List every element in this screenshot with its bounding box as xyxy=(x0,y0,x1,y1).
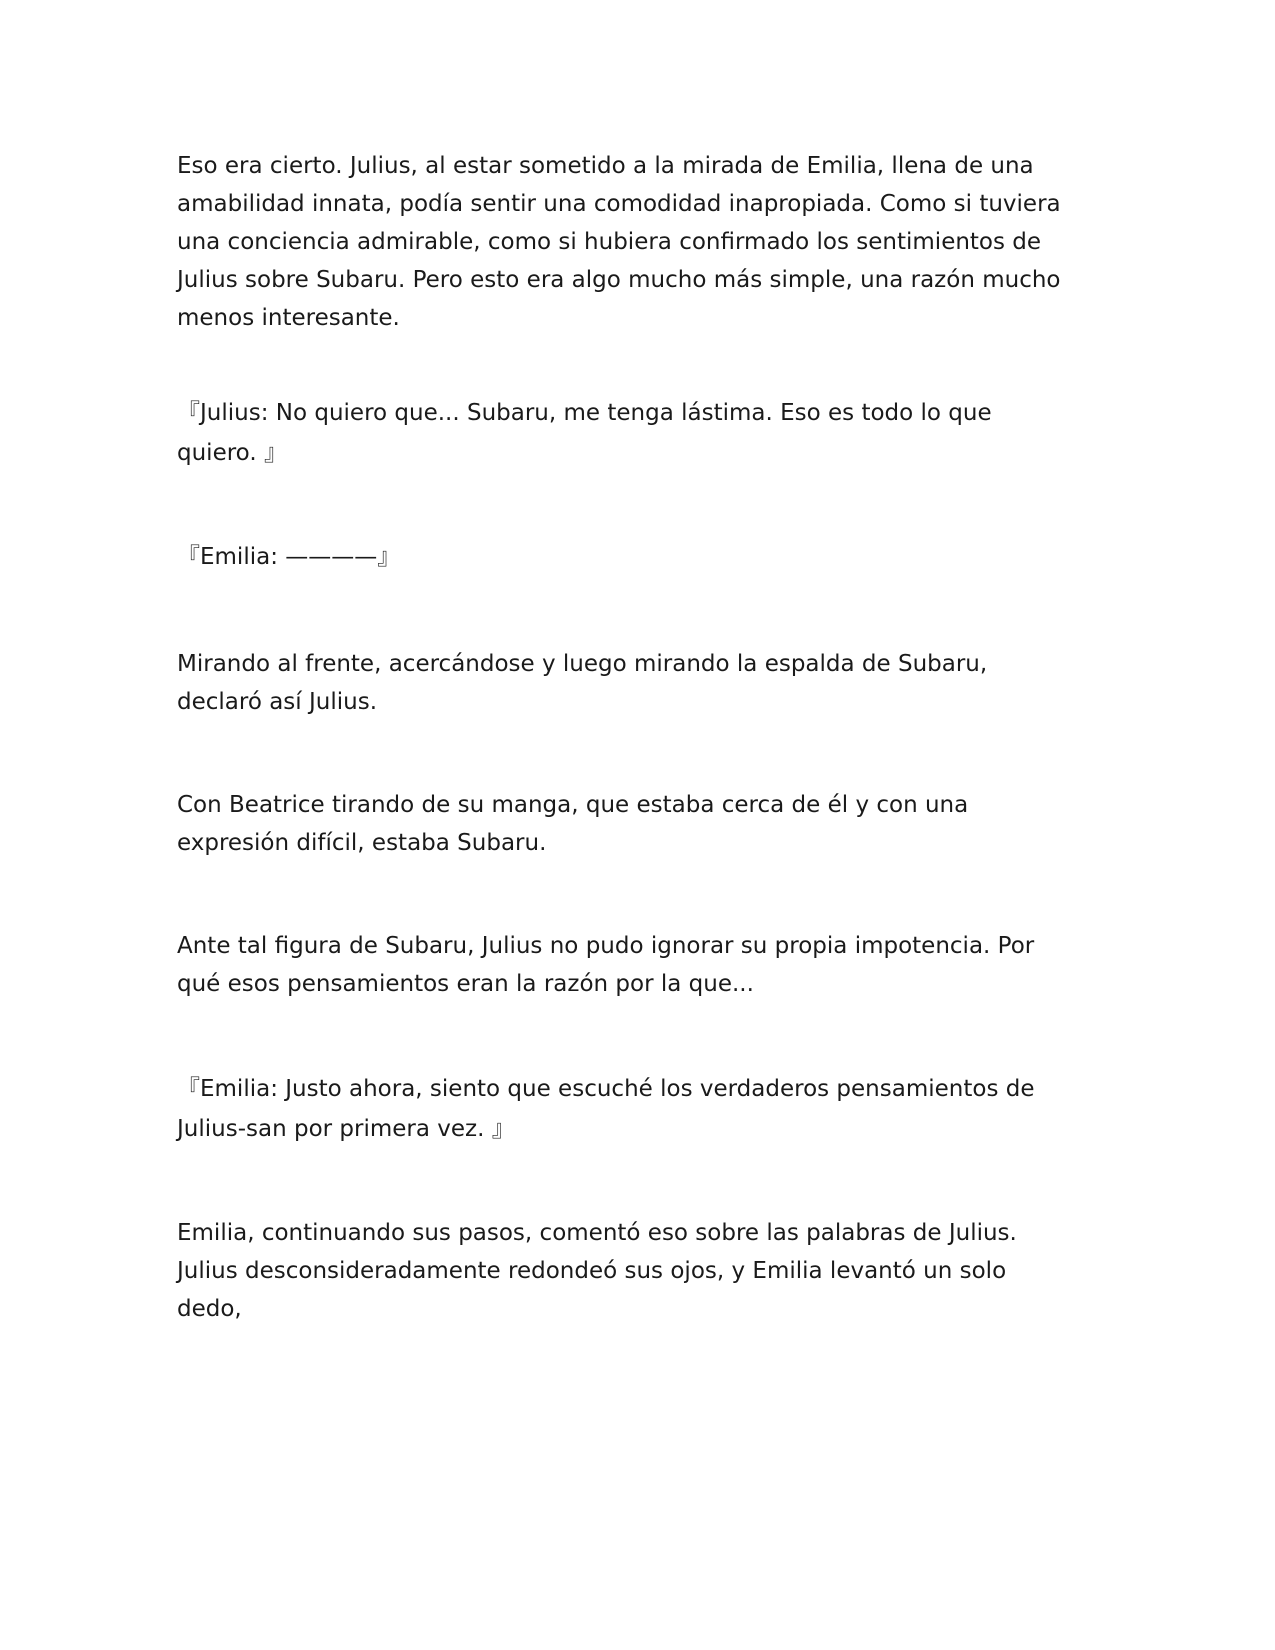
dialogue-emilia-dash: 『Emilia: ————』 xyxy=(177,544,401,570)
dialogue-emilia: 『Emilia: Justo ahora, siento que escuché los verdaderos pensamientos de Julius-san por primera vez. 』 xyxy=(177,1076,1035,1142)
paragraph-5: Emilia, continuando sus pasos, comentó eso sobre las palabras de Julius. Julius desconsideradamente redondeó sus ojos, y Emilia levantó un solo dedo, xyxy=(177,1220,1017,1322)
paragraph-4: Ante tal figura de Subaru, Julius no pudo ignorar su propia impotencia. Por qué esos pensamientos eran la razón por la que... xyxy=(177,933,1035,997)
paragraph-3: Con Beatrice tirando de su manga, que estaba cerca de él y con una expresión difícil, estaba Subaru. xyxy=(177,792,969,856)
paragraph-1: Eso era cierto. Julius, al estar sometido a la mirada de Emilia, llena de una amabilidad innata, podía sentir una comodidad inapropiada. Como si tuviera una conciencia admirable, como si hubiera confirmado los sentimientos de Julius sobre Subaru. Pero esto era algo mucho más simple, una razón mucho menos interesante. xyxy=(177,153,1061,331)
paragraph-2: Mirando al frente, acercándose y luego mirando la espalda de Subaru, declaró así Julius. xyxy=(177,651,988,715)
dialogue-julius: 『Julius: No quiero que... Subaru, me tenga lástima. Eso es todo lo que quiero. 』 xyxy=(177,400,992,466)
